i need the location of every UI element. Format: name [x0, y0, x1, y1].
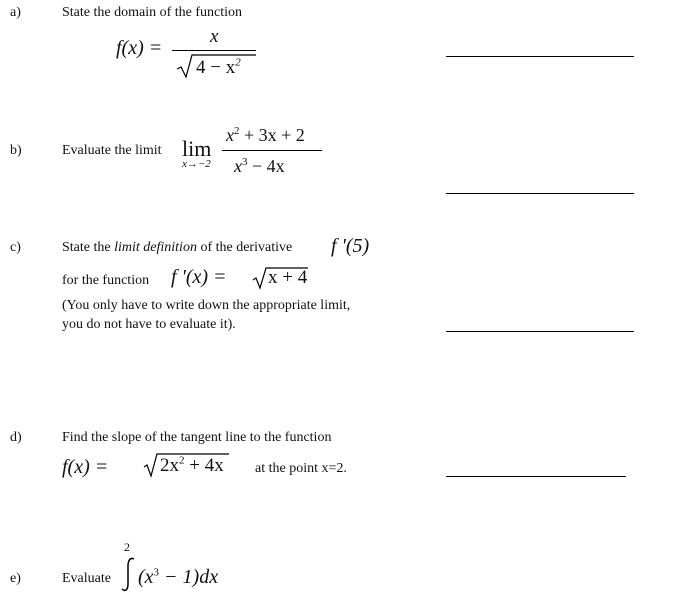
lim-sub-b: x→−2 [182, 158, 211, 170]
label-b: b) [10, 143, 22, 158]
prompt-b: Evaluate the limit [62, 143, 162, 158]
radicand-c: x + 4 [268, 267, 308, 288]
label-d: d) [10, 430, 22, 445]
function-lhs-c: f '(x) = [171, 266, 227, 288]
function-lhs-d: f(x) = [62, 456, 109, 478]
point-text-d: at the point x=2. [255, 461, 347, 476]
derivative-c: f '(5) [331, 235, 370, 257]
numerator-a: x [210, 26, 219, 47]
note-line-1-c: (You only have to write down the appropriate limit, [62, 298, 351, 313]
numerator-b: $x^2 + 3x + 2$ [226, 125, 305, 145]
label-c: c) [10, 240, 21, 255]
label-e: e) [10, 571, 21, 586]
integrand-e: $(x^3 - 1)dx$ [138, 566, 219, 588]
function-text-c: for the function [62, 273, 150, 288]
integral-sign-e [119, 556, 139, 594]
prompt-c: State the limit definition of the derivative [62, 240, 293, 255]
note-line-2-c: you do not have to evaluate it). [62, 317, 236, 332]
radicand-d: $2x^2 + 4x$ [160, 454, 224, 476]
prompt-e: Evaluate [62, 571, 111, 586]
fraction-bar-b [222, 150, 322, 151]
fraction-bar-a [172, 50, 256, 51]
answer-line-b[interactable] [446, 193, 634, 194]
lim-b: lim [182, 136, 212, 161]
radicand-a: $4 - x^2$ [196, 56, 241, 78]
prompt-a: State the domain of the function [62, 5, 243, 20]
answer-line-a[interactable] [446, 56, 634, 57]
answer-line-c[interactable] [446, 331, 634, 332]
answer-line-d[interactable] [446, 476, 626, 477]
function-lhs-a: f(x) = [116, 37, 163, 59]
label-a: a) [10, 5, 21, 20]
prompt-d: Find the slope of the tangent line to the function [62, 430, 332, 445]
denominator-b: $x^3 - 4x$ [234, 156, 285, 176]
upper-limit-e: 2 [124, 540, 130, 554]
